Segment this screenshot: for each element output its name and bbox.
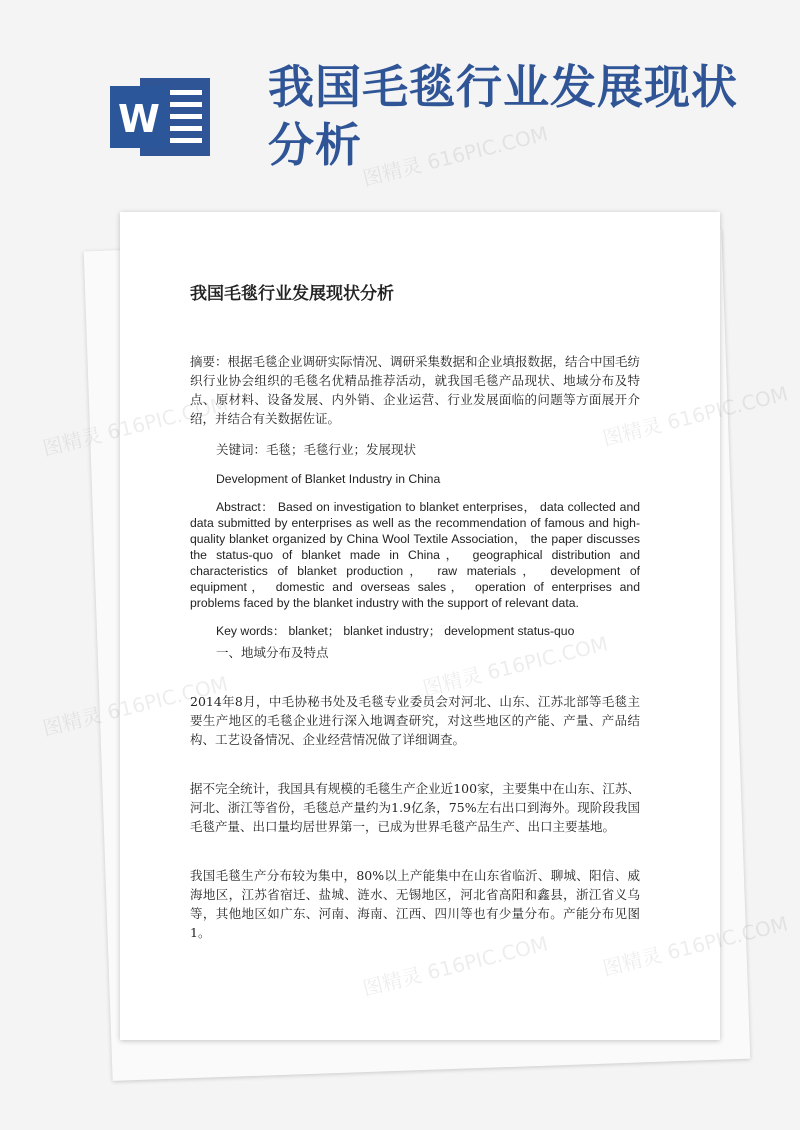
paragraph-3: 我国毛毯生产分布较为集中，80%以上产能集中在山东省临沂、聊城、阳信、威海地区，江苏省宿迁、盐城、涟水、无锡地区，河北省高阳和鑫县，浙江省义乌等，其他地区如广东、河南、海南、江西、四川等也有少量分布。产能分布见图 1。 bbox=[190, 868, 640, 940]
paragraph-1: 2014年8月，中毛协秘书处及毛毯专业委员会对河北、山东、江苏北部等毛毯主要生产地区的毛毯企业进行深入地调查研究，对这些地区的产能、产量、产品结构、工艺设备情况、企业经营情况做了详细调查。 bbox=[190, 694, 640, 747]
watermark: 图精灵 bbox=[40, 702, 105, 741]
document-content bbox=[190, 280, 640, 942]
title-en: Development of Blanket Industry in China bbox=[216, 472, 441, 486]
keywords-en: Key words： blanket； blanket industry； development status-quo bbox=[216, 624, 575, 638]
header bbox=[0, 0, 800, 200]
svg-text:W: W bbox=[118, 97, 160, 141]
watermark: 图精灵 bbox=[40, 422, 105, 461]
watermark: 图精灵 616PIC.COM bbox=[360, 121, 551, 191]
abstract-en: Abstract： Based on investigation to blanket enterprises， data collected and data submitted by enterprises as well as the recommendation of famous and high-quality blanket organized by China Wool Textile Association， the paper discusses the status-quo of blanket made in China， geographical distribution and characteristics of blanket production， raw materials， development of equipment， domestic and overseas sales， operation of enterprises and problems faced by the blanket industry with the support of relevant data. bbox=[190, 500, 640, 610]
paragraph-2: 据不完全统计，我国具有规模的毛毯生产企业近100家，主要集中在山东、江苏、河北、浙江等省份，毛毯总产量约为1.9亿条，75%左右出口到海外。现阶段我国毛毯产量、出口量均居世界第一，已成为世界毛毯产品生产、出口主要基地。 bbox=[190, 781, 640, 834]
abstract-cn: 摘要：根据毛毯企业调研实际情况、调研采集数据和企业填报数据，结合中国毛纺织行业协会组织的毛毯名优精品推荐活动，就我国毛毯产品现状、地域分布及特点、原材料、设备发展、内外销、企业运营、行业发展面临的问题等方面展开介绍，并结合有关数据佐证。 bbox=[190, 354, 641, 426]
word-doc-icon bbox=[110, 72, 216, 162]
page-title: 我国毛毯行业发展现状分析 bbox=[268, 60, 738, 172]
keywords-cn: 关键词：毛毯；毛毯行业；发展现状 bbox=[216, 442, 417, 457]
section-heading: 一、地域分布及特点 bbox=[216, 645, 329, 660]
document-title: 我国毛毯行业发展现状分析 bbox=[190, 284, 394, 304]
